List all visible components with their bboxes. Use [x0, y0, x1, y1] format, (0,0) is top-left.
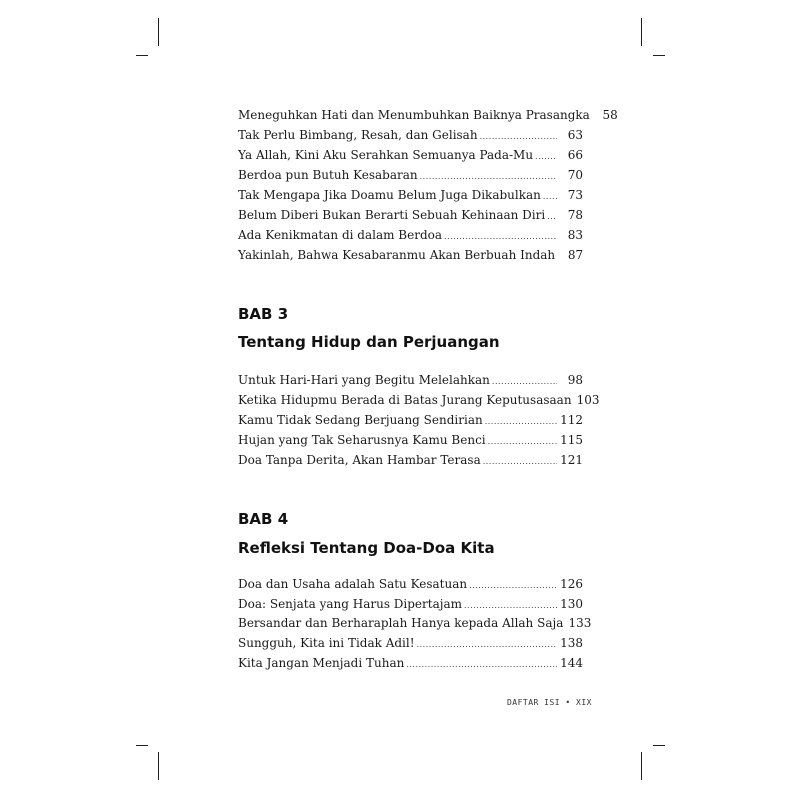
toc-entry-title: Berdoa pun Butuh Kesabaran: [238, 168, 418, 182]
chapter-title: Tentang Hidup dan Perjuangan: [238, 333, 500, 351]
toc-entry[interactable]: [238, 226, 583, 244]
toc-entry[interactable]: [238, 634, 583, 652]
toc-leader-dots: [417, 636, 557, 654]
toc-entry-title: Bersandar dan Berharaplah Hanya kepada Allah Saja: [238, 616, 564, 630]
toc-entry-title: Doa Tanpa Derita, Akan Hambar Terasa: [238, 453, 481, 467]
chapter-label: BAB 3: [238, 305, 289, 323]
toc-page-number: 83: [567, 228, 583, 242]
chapter-title: Refleksi Tentang Doa-Doa Kita: [238, 539, 495, 557]
chapter-label: BAB 4: [238, 510, 289, 528]
toc-entry[interactable]: [238, 391, 600, 409]
toc-leader-dots: [547, 208, 557, 226]
toc-page-number: 103: [576, 393, 600, 407]
toc-entry[interactable]: [238, 411, 583, 429]
toc-entry-title: Meneguhkan Hati dan Menumbuhkan Baiknya Prasangka: [238, 108, 590, 122]
toc-entry-title: Sungguh, Kita ini Tidak Adil!: [238, 636, 415, 650]
toc-leader-dots: [485, 413, 557, 431]
toc-page-number: 58: [602, 108, 618, 122]
toc-entry[interactable]: [238, 126, 583, 144]
toc-entry[interactable]: [238, 431, 583, 449]
toc-entry-title: Hujan yang Tak Seharusnya Kamu Benci: [238, 433, 486, 447]
toc-leader-dots: [464, 597, 557, 615]
toc-entry-title: Ketika Hidupmu Berada di Batas Jurang Keputusasaan: [238, 393, 572, 407]
toc-entry[interactable]: [238, 451, 583, 469]
crop-mark-top-right: [653, 55, 665, 56]
toc-entry[interactable]: [238, 371, 583, 389]
crop-mark-bottom-left: [136, 745, 148, 746]
toc-entry-title: Kita Jangan Menjadi Tuhan: [238, 656, 405, 670]
toc-entry-title: Ada Kenikmatan di dalam Berdoa: [238, 228, 443, 242]
toc-entry-title: Ya Allah, Kini Aku Serahkan Semuanya Pada-Mu: [238, 148, 534, 162]
toc-page-number: 98: [567, 373, 583, 387]
toc-page-number: 115: [560, 433, 583, 447]
crop-mark-bottom-right: [641, 752, 642, 780]
toc-entry-title: Yakinlah, Bahwa Kesabaranmu Akan Berbuah Indah: [238, 248, 556, 262]
toc-entry[interactable]: [238, 106, 618, 124]
crop-mark-top-right: [641, 18, 642, 46]
toc-page-number: 133: [568, 616, 592, 630]
toc-entry[interactable]: [238, 186, 583, 204]
crop-mark-top-left: [136, 55, 148, 56]
toc-entry[interactable]: [238, 206, 583, 224]
toc-leader-dots: [543, 188, 557, 206]
toc-entry-title: Untuk Hari-Hari yang Begitu Melelahkan: [238, 373, 490, 387]
toc-page-number: 63: [567, 128, 583, 142]
toc-leader-dots: [469, 577, 557, 595]
toc-entry-title: Kamu Tidak Sedang Berjuang Sendirian: [238, 413, 483, 427]
toc-leader-dots: [492, 373, 557, 391]
toc-page-number: 126: [560, 577, 583, 591]
toc-page-number: 130: [560, 597, 583, 611]
toc-leader-dots: [420, 168, 557, 186]
crop-mark-top-left: [158, 18, 159, 46]
toc-entry-title: Doa: Senjata yang Harus Dipertajam: [238, 597, 462, 611]
toc-entry-title: Tak Mengapa Jika Doamu Belum Juga Dikabulkan: [238, 188, 541, 202]
toc-page-number: 78: [567, 208, 583, 222]
toc-entry-title: Belum Diberi Bukan Berarti Sebuah Kehinaan Diri: [238, 208, 546, 222]
toc-entry[interactable]: [238, 654, 583, 672]
toc-page-number: 144: [560, 656, 583, 670]
toc-leader-dots: [483, 453, 557, 471]
toc-page-number: 112: [560, 413, 583, 427]
toc-entry-title: Tak Perlu Bimbang, Resah, dan Gelisah: [238, 128, 478, 142]
crop-mark-bottom-left: [158, 752, 159, 780]
toc-entry[interactable]: [238, 166, 583, 184]
running-footer: DAFTAR ISI • XIX: [506, 698, 592, 707]
crop-mark-bottom-right: [653, 745, 665, 746]
toc-leader-dots: [480, 128, 557, 146]
toc-page-number: 138: [560, 636, 583, 650]
toc-leader-dots: [535, 148, 557, 166]
toc-entry[interactable]: [238, 146, 583, 164]
toc-page-number: 87: [567, 248, 584, 262]
toc-entry[interactable]: [238, 595, 583, 613]
toc-entry[interactable]: [238, 575, 583, 593]
toc-entry[interactable]: [238, 614, 592, 632]
toc-leader-dots: [488, 433, 557, 451]
toc-entry-title: Doa dan Usaha adalah Satu Kesatuan: [238, 577, 468, 591]
toc-leader-dots: [406, 656, 557, 674]
toc-page-number: 70: [567, 168, 583, 182]
toc-page-number: 121: [560, 453, 583, 467]
toc-page-number: 66: [567, 148, 583, 162]
toc-entry[interactable]: [238, 246, 583, 264]
toc-page-number: 73: [567, 188, 583, 202]
toc-leader-dots: [444, 228, 557, 246]
